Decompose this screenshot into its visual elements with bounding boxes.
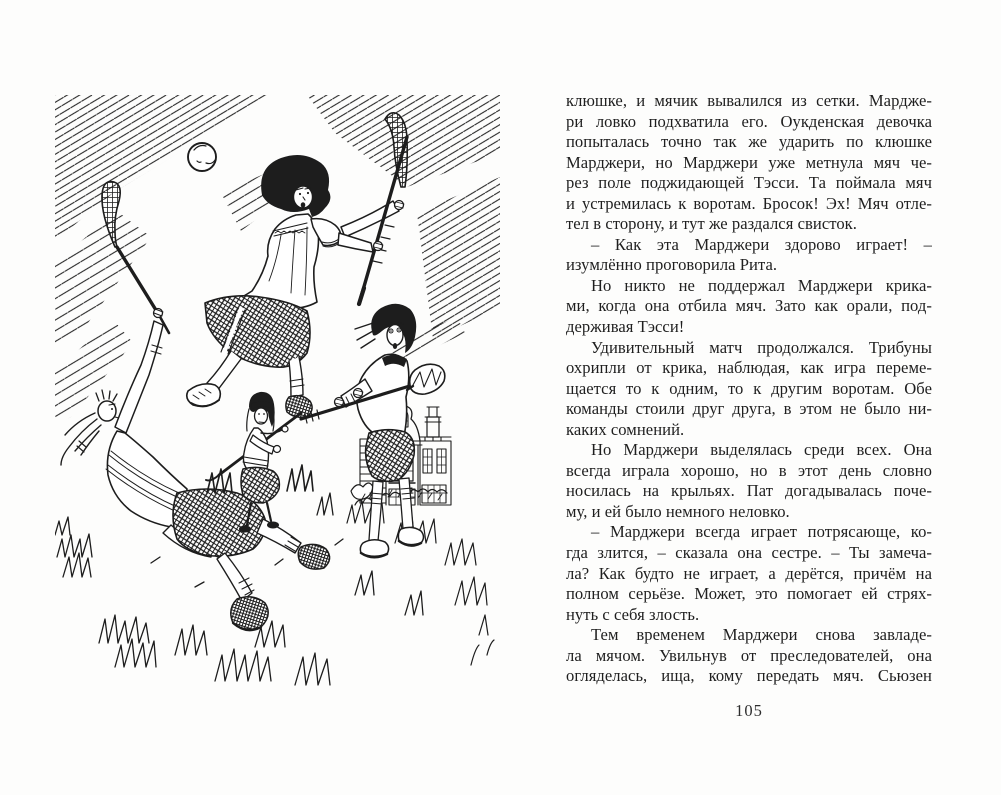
text-line: носилась на крыльях. Пат догадывалась поче- bbox=[566, 481, 932, 501]
text-line: му, и ей было немного неловко. bbox=[566, 501, 790, 521]
text-line: огляделась, ища, кому передать мяч. Сьюзен bbox=[566, 666, 932, 686]
text-line: нуть с себя злость. bbox=[566, 604, 700, 624]
text-line: гда злится, – сказала она сестре. – Ты замеча- bbox=[566, 543, 932, 563]
text-line: попыталась точно так же ударить по клюшке bbox=[566, 132, 932, 152]
text-line: клюшке, и мячик вывалился из сетки. Мардже- bbox=[566, 91, 932, 110]
text-line: держивая Тэсси! bbox=[566, 317, 685, 337]
text-line: ла? Как будто не играет, а дерётся, причём на bbox=[566, 563, 932, 583]
text-line: – Как эта Марджери здорово играет! – bbox=[591, 234, 932, 254]
text-line: щается то к одним, то к другим воротам. Обе bbox=[566, 378, 932, 398]
text-column bbox=[566, 91, 932, 687]
text-line: ми, когда она отбила мяч. Зато как орали, под- bbox=[566, 296, 932, 316]
text-line: тел в сторону, и тут же раздался свисток. bbox=[566, 214, 857, 234]
text-line: ла мячом. Увильнув от преследователей, она bbox=[566, 645, 932, 665]
text-line: охрипли от крика, наблюдая, как игра переме- bbox=[566, 358, 932, 378]
text-line: каких сомнений. bbox=[566, 419, 685, 439]
text-line: Но никто не поддержал Марджери крика- bbox=[591, 275, 932, 295]
text-line: рез поле поджидающей Тэсси. Та поймала мяч bbox=[566, 173, 932, 193]
text-line: всегда играла хорошо, но в этот день словно bbox=[566, 460, 932, 480]
text-line: – Марджери всегда играет потрясающе, ко- bbox=[591, 522, 932, 542]
page-number: 105 bbox=[735, 701, 763, 720]
text-line: изумлённо проговорила Рита. bbox=[566, 255, 778, 275]
text-line: Марджери, но Марджери уже метнула мяч че- bbox=[566, 152, 932, 172]
text-line: и устремилась к воротам. Бросок! Эх! Мяч отле- bbox=[566, 193, 932, 213]
grass-back bbox=[347, 501, 494, 665]
lacrosse-illustration bbox=[55, 95, 500, 695]
text-line: Удивительный матч продолжался. Трибуны bbox=[591, 337, 932, 357]
text-line: ри ловко подхватила его. Оукденская девочка bbox=[566, 111, 932, 131]
text-line: полном серьёзе. Может, это помогает ей стрях- bbox=[566, 584, 932, 604]
text-line: Но Марджери выделялась среди всех. Она bbox=[591, 440, 932, 460]
text-line: команды стоили друг друга, в этом не было ни- bbox=[566, 399, 932, 419]
text-line: Тем временем Марджери снова завладе- bbox=[591, 625, 932, 645]
lacrosse-ball bbox=[188, 143, 216, 171]
